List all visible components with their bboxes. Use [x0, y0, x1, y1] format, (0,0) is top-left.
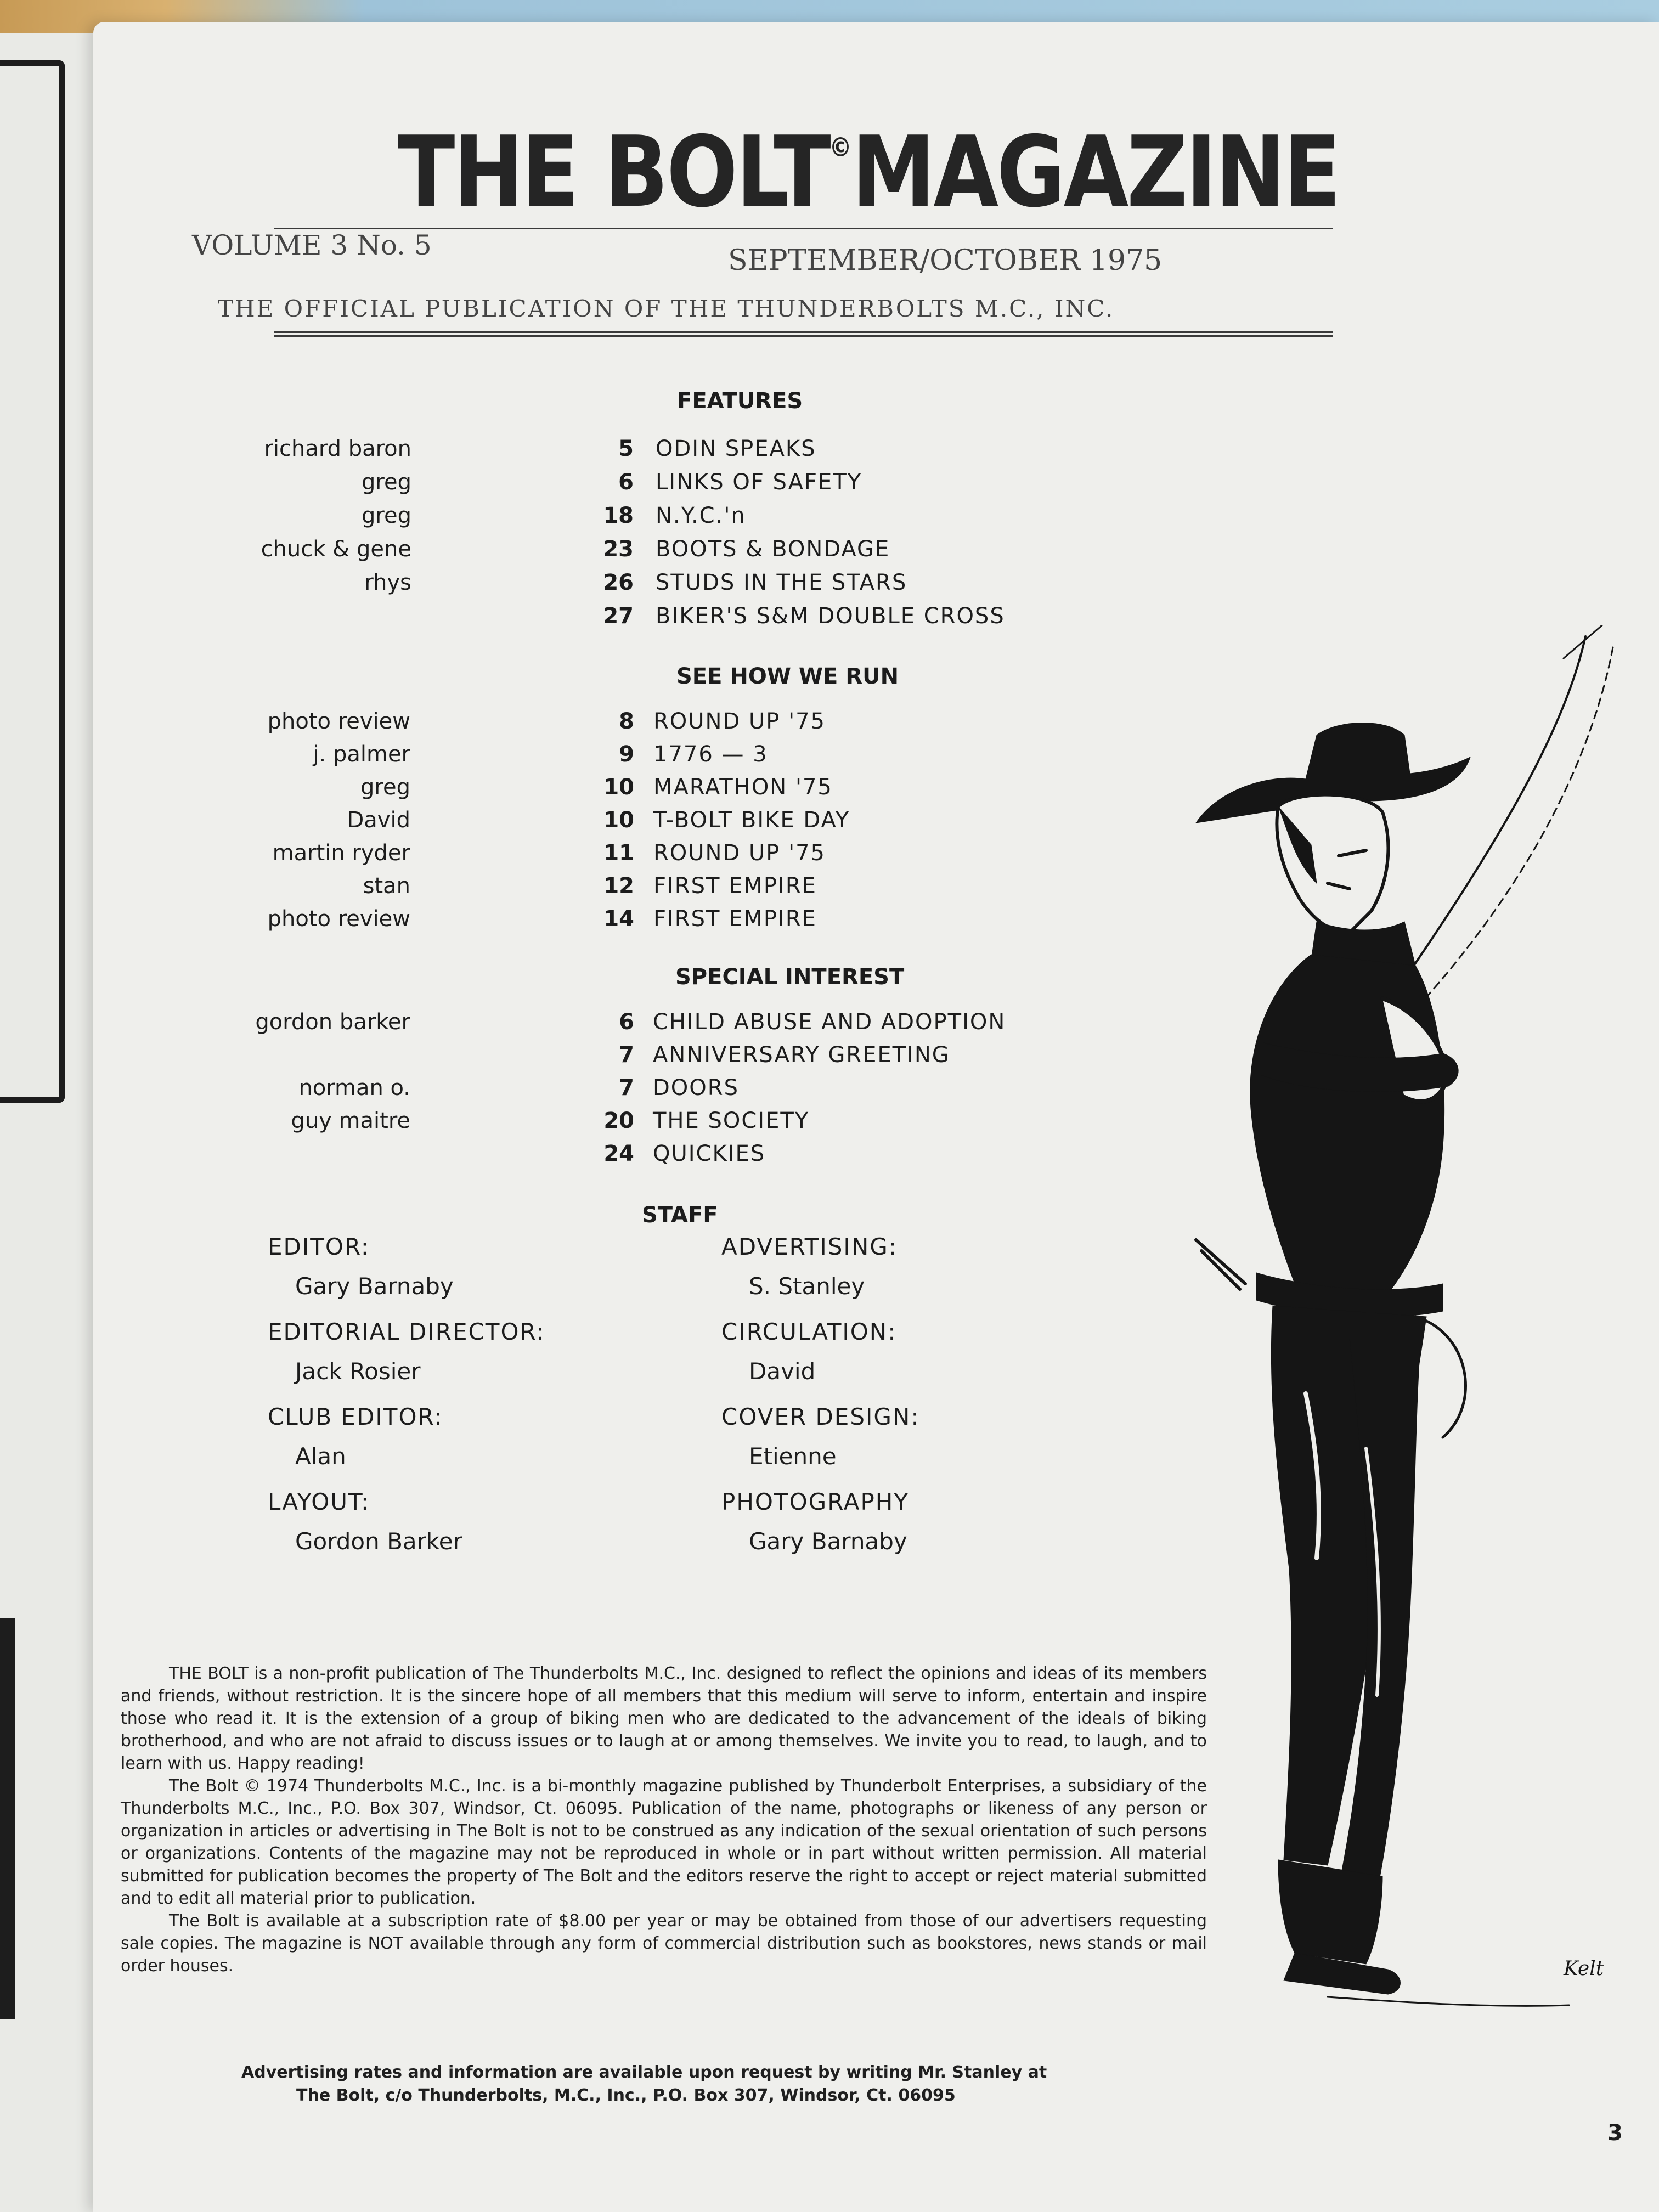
toc-page-number: 11: [603, 840, 634, 866]
advertising-note-line-2: The Bolt, c/o Thunderbolts, M.C., Inc., P.O. Box 307, Windsor, Ct. 06095: [296, 2086, 956, 2105]
staff-name: Gary Barnaby: [749, 1528, 907, 1555]
toc-title: CHILD ABUSE AND ADOPTION: [653, 1009, 1006, 1035]
staff-role: CIRCULATION:: [721, 1318, 897, 1345]
issue-date: SEPTEMBER/OCTOBER 1975: [728, 244, 1163, 277]
masthead-title-right: MAGAZINE: [851, 115, 1339, 229]
toc-page-number: 26: [603, 570, 634, 595]
toc-author: David: [347, 808, 410, 833]
toc-title: THE SOCIETY: [653, 1108, 810, 1133]
toc-author: photo review: [267, 709, 410, 734]
toc-title: N.Y.C.'n: [656, 503, 746, 528]
toc-title: STUDS IN THE STARS: [656, 570, 907, 595]
staff-name: Gordon Barker: [295, 1528, 462, 1555]
artist-signature: Kelt: [1564, 1957, 1604, 1980]
copyright-mark: ©: [829, 132, 852, 163]
toc-title: MARATHON '75: [653, 775, 833, 800]
staff-name: David: [749, 1358, 816, 1385]
toc-page-number: 27: [603, 603, 634, 629]
toc-page-number: 23: [603, 537, 634, 562]
staff-name: Alan: [295, 1443, 346, 1470]
masthead-title-left: THE BOLT: [398, 115, 830, 229]
toc-page-number: 12: [603, 873, 634, 899]
fine-print-paragraph-1: THE BOLT is a non-profit publication of The Thunderbolts M.C., Inc. designed to reflect the opinions and ideas of its members and friends, without restriction. It is the sincere hope of all members that this medium will serve to inform, entertain and inspire those who read it. It is the extension of a group of biking men who are dedicated to the advancement of the ideals of biking brotherhood, and who are not afraid to discuss issues or to laugh at or among themselves. We invite you to read, to laugh, and to learn with us. Happy reading!: [121, 1664, 1207, 1773]
advertising-note-line-1: Advertising rates and information are available upon request by writing Mr. Stanley at: [241, 2063, 1047, 2082]
toc-title: ANNIVERSARY GREETING: [653, 1042, 950, 1068]
toc-author: j. palmer: [313, 742, 410, 767]
staff-role: EDITOR:: [268, 1233, 370, 1260]
fine-print: [121, 1662, 1207, 1977]
masthead-rule-top: [274, 228, 1333, 229]
toc-title: ROUND UP '75: [653, 840, 826, 866]
staff-heading: STAFF: [642, 1203, 718, 1228]
toc-author: gordon barker: [255, 1009, 410, 1035]
staff-name: S. Stanley: [749, 1273, 865, 1300]
staff-role: COVER DESIGN:: [721, 1403, 920, 1430]
staff-role: CLUB EDITOR:: [268, 1403, 443, 1430]
features-heading: FEATURES: [677, 388, 803, 414]
toc-author: greg: [360, 775, 410, 800]
issue-volume: VOLUME 3 No. 5: [192, 229, 432, 261]
staff-name: Gary Barnaby: [295, 1273, 454, 1300]
toc-title: DOORS: [653, 1075, 739, 1101]
toc-author: greg: [362, 503, 411, 528]
toc-page-number: 7: [619, 1075, 634, 1101]
staff-name: Etienne: [749, 1443, 837, 1470]
biker-cowboy-illustration: [1185, 625, 1646, 2085]
staff-role: EDITORIAL DIRECTOR:: [268, 1318, 545, 1345]
toc-page-number: 5: [618, 436, 634, 461]
toc-page-number: 10: [603, 808, 634, 833]
toc-page-number: 14: [603, 906, 634, 932]
toc-title: ODIN SPEAKS: [656, 436, 816, 461]
toc-page-number: 7: [619, 1042, 634, 1068]
toc-author: greg: [362, 470, 411, 495]
toc-title: BIKER'S S&M DOUBLE CROSS: [656, 603, 1005, 629]
staff-role: PHOTOGRAPHY: [721, 1488, 910, 1515]
toc-title: ROUND UP '75: [653, 709, 826, 734]
toc-page-number: 6: [619, 1009, 634, 1035]
toc-author: stan: [363, 873, 410, 899]
issue-tagline: THE OFFICIAL PUBLICATION OF THE THUNDERBOLTS M.C., INC.: [218, 295, 1115, 322]
toc-author: richard baron: [264, 436, 411, 461]
staff-name: Jack Rosier: [295, 1358, 421, 1385]
masthead-rule-bottom: [274, 331, 1333, 333]
fine-print-paragraph-2: The Bolt © 1974 Thunderbolts M.C., Inc. is a bi-monthly magazine published by Thunderbolt Enterprises, a subsidiary of the Thunderbolts M.C., Inc., P.O. Box 307, Windsor, Ct. 06095. Publication of the name, photographs or likeness of any person or organization in articles or advertising in The Bolt is not to be construed as any indication of the sexual orientation of such persons or organizations. Contents of the magazine may not be reproduced in whole or in part without written permission. All material submitted for publication becomes the property of The Bolt and the editors reserve the right to accept or reject material submitted and to edit all material prior to publication.: [121, 1776, 1207, 1908]
toc-title: FIRST EMPIRE: [653, 906, 817, 932]
toc-page-number: 10: [603, 775, 634, 800]
toc-title: T-BOLT BIKE DAY: [653, 808, 850, 833]
toc-author: rhys: [364, 570, 411, 595]
toc-title: QUICKIES: [653, 1141, 766, 1166]
magazine-page: [93, 22, 1659, 2212]
toc-title: 1776 — 3: [653, 742, 768, 767]
toc-page-number: 24: [603, 1141, 634, 1166]
toc-page-number: 18: [603, 503, 634, 528]
toc-author: guy maitre: [291, 1108, 410, 1133]
toc-author: photo review: [267, 906, 410, 932]
fine-print-paragraph-3: The Bolt is available at a subscription rate of $8.00 per year or may be obtained from those of our advertisers requesting sale copies. The magazine is NOT available through any form of commercial distribution such as bookstores, news stands or mail order houses.: [121, 1911, 1207, 1976]
toc-title: FIRST EMPIRE: [653, 873, 817, 899]
toc-page-number: 20: [603, 1108, 634, 1133]
toc-page-number: 9: [619, 742, 634, 767]
special-interest-heading: SPECIAL INTEREST: [675, 964, 905, 990]
staff-role: LAYOUT:: [268, 1488, 370, 1515]
see-how-we-run-heading: SEE HOW WE RUN: [676, 664, 899, 689]
toc-page-number: 6: [618, 470, 634, 495]
staff-role: ADVERTISING:: [721, 1233, 898, 1260]
page-number: 3: [1607, 2120, 1623, 2146]
toc-author: norman o.: [298, 1075, 410, 1101]
facing-page-black-block: [0, 1618, 15, 2019]
toc-page-number: 8: [619, 709, 634, 734]
toc-author: martin ryder: [272, 840, 410, 866]
masthead-rule-bottom-2: [274, 335, 1333, 337]
toc-author: chuck & gene: [261, 537, 411, 562]
masthead-title: [398, 115, 1339, 229]
toc-title: BOOTS & BONDAGE: [656, 537, 890, 562]
toc-title: LINKS OF SAFETY: [656, 470, 862, 495]
